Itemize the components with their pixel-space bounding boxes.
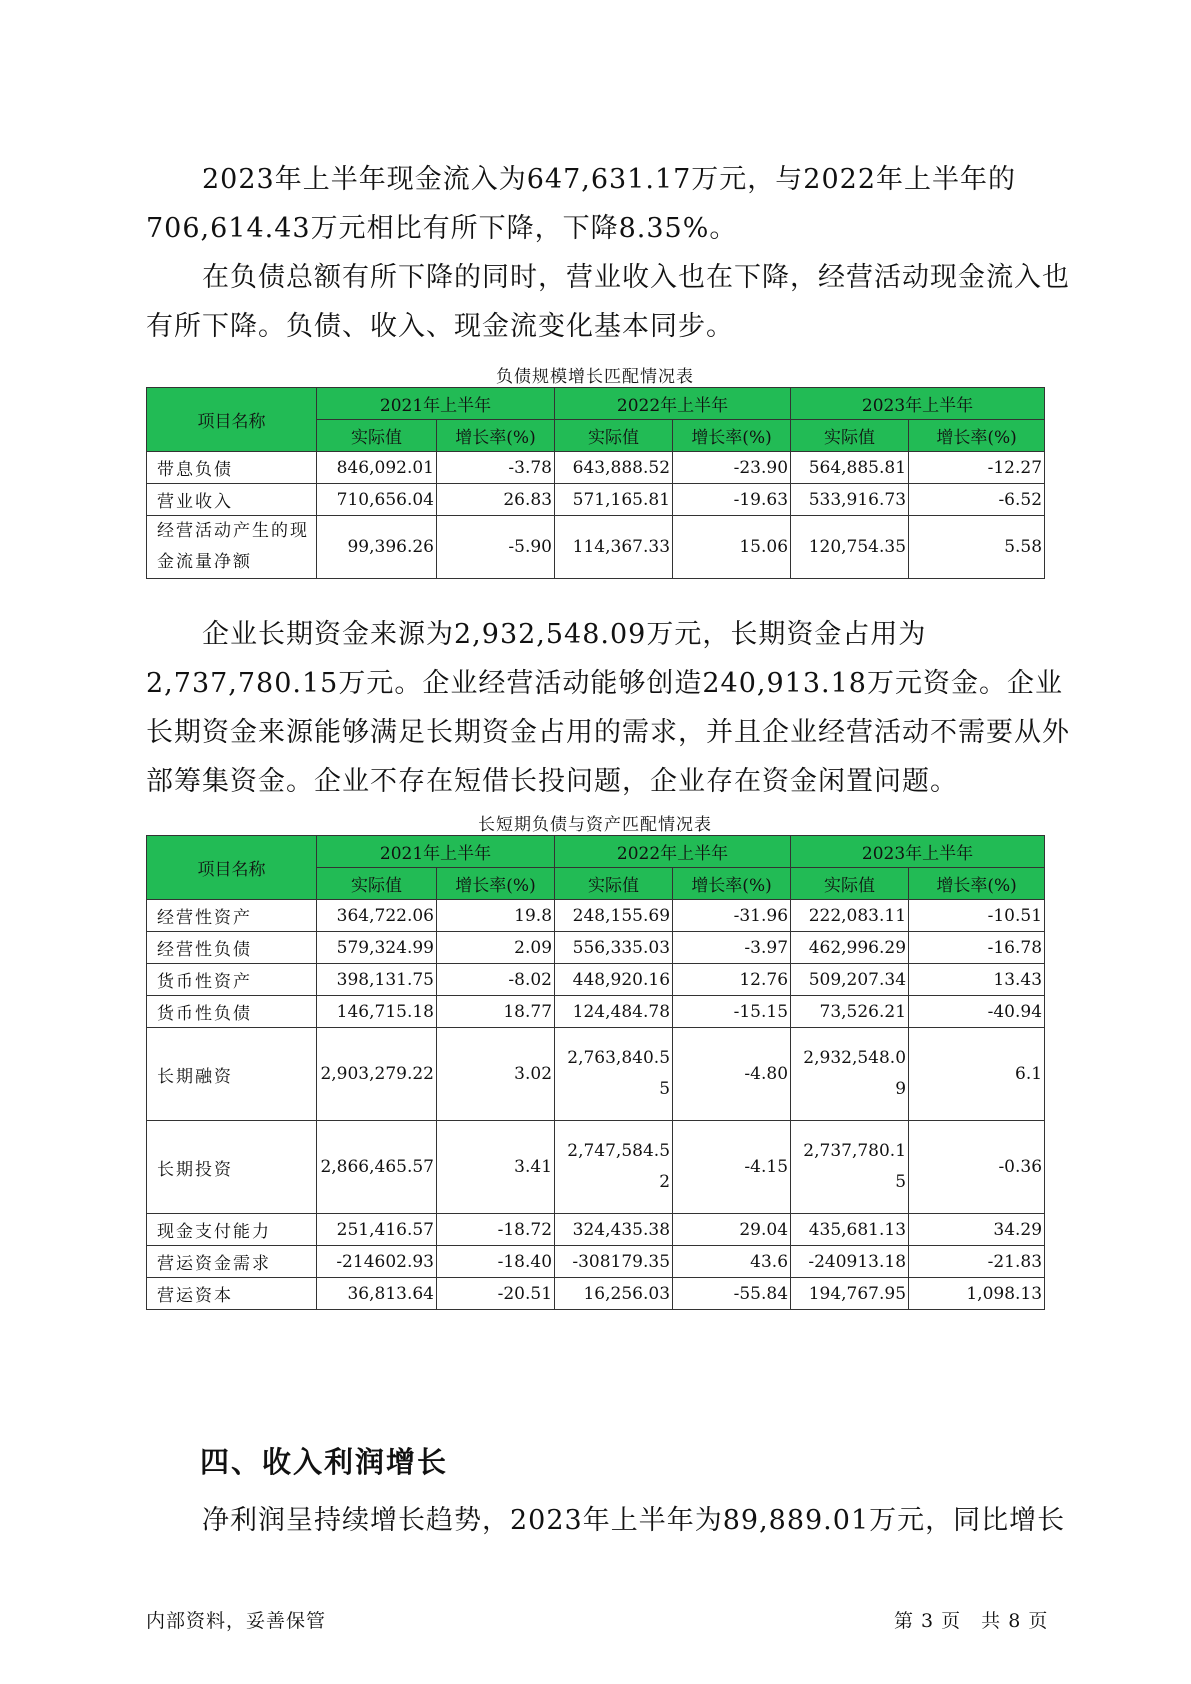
cell: -15.15 — [673, 996, 791, 1028]
cell: -308179.35 — [555, 1246, 673, 1278]
row-name: 长期融资 — [147, 1028, 317, 1121]
paragraph-debt-income: 在负债总额有所下降的同时，营业收入也在下降，经营活动现金流入也有所下降。负债、收入、现金流变化基本同步。 — [146, 262, 1070, 342]
row-name: 带息负债 — [147, 452, 317, 484]
cell: 2,763,840.55 — [555, 1028, 673, 1121]
row-name: 经营性负债 — [147, 932, 317, 964]
cell: 846,092.01 — [317, 452, 437, 484]
cell: 364,722.06 — [317, 900, 437, 932]
cell: 3.41 — [437, 1121, 555, 1214]
header-growth: 增长率(%) — [673, 868, 791, 900]
footer-confidential-note: 内部资料，妥善保管 — [146, 1610, 327, 1632]
cell: -40.94 — [909, 996, 1045, 1028]
table-header-row — [147, 388, 1045, 420]
cell: 579,324.99 — [317, 932, 437, 964]
cell: 15.06 — [673, 516, 791, 579]
header-growth: 增长率(%) — [437, 868, 555, 900]
cell: -6.52 — [909, 484, 1045, 516]
header-actual: 实际值 — [791, 420, 909, 452]
footer-page-number: 第 3 页 共 8 页 — [894, 1610, 1049, 1632]
header-item: 项目名称 — [147, 388, 317, 452]
header-growth: 增长率(%) — [673, 420, 791, 452]
header-growth: 增长率(%) — [437, 420, 555, 452]
header-period: 2021年上半年 — [317, 836, 555, 868]
cell: 448,920.16 — [555, 964, 673, 996]
cell: -55.84 — [673, 1278, 791, 1310]
cell: 43.6 — [673, 1246, 791, 1278]
cell: 435,681.13 — [791, 1214, 909, 1246]
header-actual: 实际值 — [555, 420, 673, 452]
cell: -4.80 — [673, 1028, 791, 1121]
cell: 124,484.78 — [555, 996, 673, 1028]
cell: 26.83 — [437, 484, 555, 516]
cell: 556,335.03 — [555, 932, 673, 964]
cell: 34.29 — [909, 1214, 1045, 1246]
cell: 2,737,780.15 — [791, 1121, 909, 1214]
table1-caption: 负债规模增长匹配情况表 — [496, 367, 694, 387]
table-row — [147, 1121, 1045, 1214]
header-period: 2022年上半年 — [555, 388, 791, 420]
cell: -240913.18 — [791, 1246, 909, 1278]
row-name: 经营活动产生的现金流量净额 — [147, 516, 317, 579]
cell: 710,656.04 — [317, 484, 437, 516]
row-name: 长期投资 — [147, 1121, 317, 1214]
cell: -3.78 — [437, 452, 555, 484]
cell: 5.58 — [909, 516, 1045, 579]
cell: -0.36 — [909, 1121, 1045, 1214]
cell: -19.63 — [673, 484, 791, 516]
cell: 18.77 — [437, 996, 555, 1028]
cell: 3.02 — [437, 1028, 555, 1121]
cell: 36,813.64 — [317, 1278, 437, 1310]
paragraph-cash-inflow: 2023年上半年现金流入为647,631.17万元，与2022年上半年的706,614.43万元相比有所下降，下降8.35%。 — [146, 164, 1017, 244]
cell: -10.51 — [909, 900, 1045, 932]
cell: 2,903,279.22 — [317, 1028, 437, 1121]
table-row — [147, 1278, 1045, 1310]
cell: 571,165.81 — [555, 484, 673, 516]
cell: 2,747,584.52 — [555, 1121, 673, 1214]
header-item: 项目名称 — [147, 836, 317, 900]
cell: 2,866,465.57 — [317, 1121, 437, 1214]
header-actual: 实际值 — [317, 420, 437, 452]
cell: -5.90 — [437, 516, 555, 579]
cell: -31.96 — [673, 900, 791, 932]
cell: 251,416.57 — [317, 1214, 437, 1246]
cell: 6.1 — [909, 1028, 1045, 1121]
section-heading: 四、收入利润增长 — [200, 1445, 449, 1479]
row-name: 货币性资产 — [147, 964, 317, 996]
cell: 564,885.81 — [791, 452, 909, 484]
row-name: 营业收入 — [147, 484, 317, 516]
cell: 194,767.95 — [791, 1278, 909, 1310]
table-row — [147, 996, 1045, 1028]
cell: 1,098.13 — [909, 1278, 1045, 1310]
header-actual: 实际值 — [317, 868, 437, 900]
cell: -3.97 — [673, 932, 791, 964]
cell: 29.04 — [673, 1214, 791, 1246]
cell: -18.72 — [437, 1214, 555, 1246]
header-period: 2021年上半年 — [317, 388, 555, 420]
row-name: 营运资本 — [147, 1278, 317, 1310]
cell: 398,131.75 — [317, 964, 437, 996]
paragraph-long-term-funds: 企业长期资金来源为2,932,548.09万元，长期资金占用为2,737,780.15万元。企业经营活动能够创造240,913.18万元资金。企业长期资金来源能够满足长期资金占用的需求，并且企业经营活动不需要从外部筹集资金。企业不存在短借长投问题，企业存在资金闲置问题。 — [146, 619, 1070, 797]
row-name: 货币性负债 — [147, 996, 317, 1028]
cell: 222,083.11 — [791, 900, 909, 932]
header-actual: 实际值 — [555, 868, 673, 900]
cell: 120,754.35 — [791, 516, 909, 579]
cell: 643,888.52 — [555, 452, 673, 484]
table-row — [147, 1028, 1045, 1121]
header-actual: 实际值 — [791, 868, 909, 900]
row-name: 现金支付能力 — [147, 1214, 317, 1246]
cell: -16.78 — [909, 932, 1045, 964]
cell: 114,367.33 — [555, 516, 673, 579]
paragraph-net-profit: 净利润呈持续增长趋势，2023年上半年为89,889.01万元，同比增长 — [202, 1505, 1066, 1536]
cell: 248,155.69 — [555, 900, 673, 932]
table-row — [147, 964, 1045, 996]
cell: 99,396.26 — [317, 516, 437, 579]
cell: -4.15 — [673, 1121, 791, 1214]
cell: 2.09 — [437, 932, 555, 964]
cell: 2,932,548.09 — [791, 1028, 909, 1121]
table-row — [147, 932, 1045, 964]
cell: 73,526.21 — [791, 996, 909, 1028]
cell: 13.43 — [909, 964, 1045, 996]
header-growth: 增长率(%) — [909, 420, 1045, 452]
cell: 146,715.18 — [317, 996, 437, 1028]
cell: -20.51 — [437, 1278, 555, 1310]
cell: 324,435.38 — [555, 1214, 673, 1246]
liability-asset-table — [146, 835, 1045, 1310]
cell: 16,256.03 — [555, 1278, 673, 1310]
table-row — [147, 452, 1045, 484]
cell: -23.90 — [673, 452, 791, 484]
cell: 462,996.29 — [791, 932, 909, 964]
cell: -21.83 — [909, 1246, 1045, 1278]
table-row — [147, 484, 1045, 516]
debt-scale-table — [146, 387, 1045, 579]
header-period: 2022年上半年 — [555, 836, 791, 868]
table2-caption: 长短期负债与资产匹配情况表 — [478, 815, 712, 835]
cell: 12.76 — [673, 964, 791, 996]
cell: 509,207.34 — [791, 964, 909, 996]
table-row — [147, 1214, 1045, 1246]
cell: -8.02 — [437, 964, 555, 996]
table-row — [147, 1246, 1045, 1278]
header-period: 2023年上半年 — [791, 388, 1045, 420]
header-growth: 增长率(%) — [909, 868, 1045, 900]
cell: 533,916.73 — [791, 484, 909, 516]
cell: -12.27 — [909, 452, 1045, 484]
table-header-row — [147, 836, 1045, 868]
table-row — [147, 900, 1045, 932]
cell: 19.8 — [437, 900, 555, 932]
table-row — [147, 516, 1045, 579]
cell: -18.40 — [437, 1246, 555, 1278]
row-name: 营运资金需求 — [147, 1246, 317, 1278]
row-name: 经营性资产 — [147, 900, 317, 932]
cell: -214602.93 — [317, 1246, 437, 1278]
header-period: 2023年上半年 — [791, 836, 1045, 868]
